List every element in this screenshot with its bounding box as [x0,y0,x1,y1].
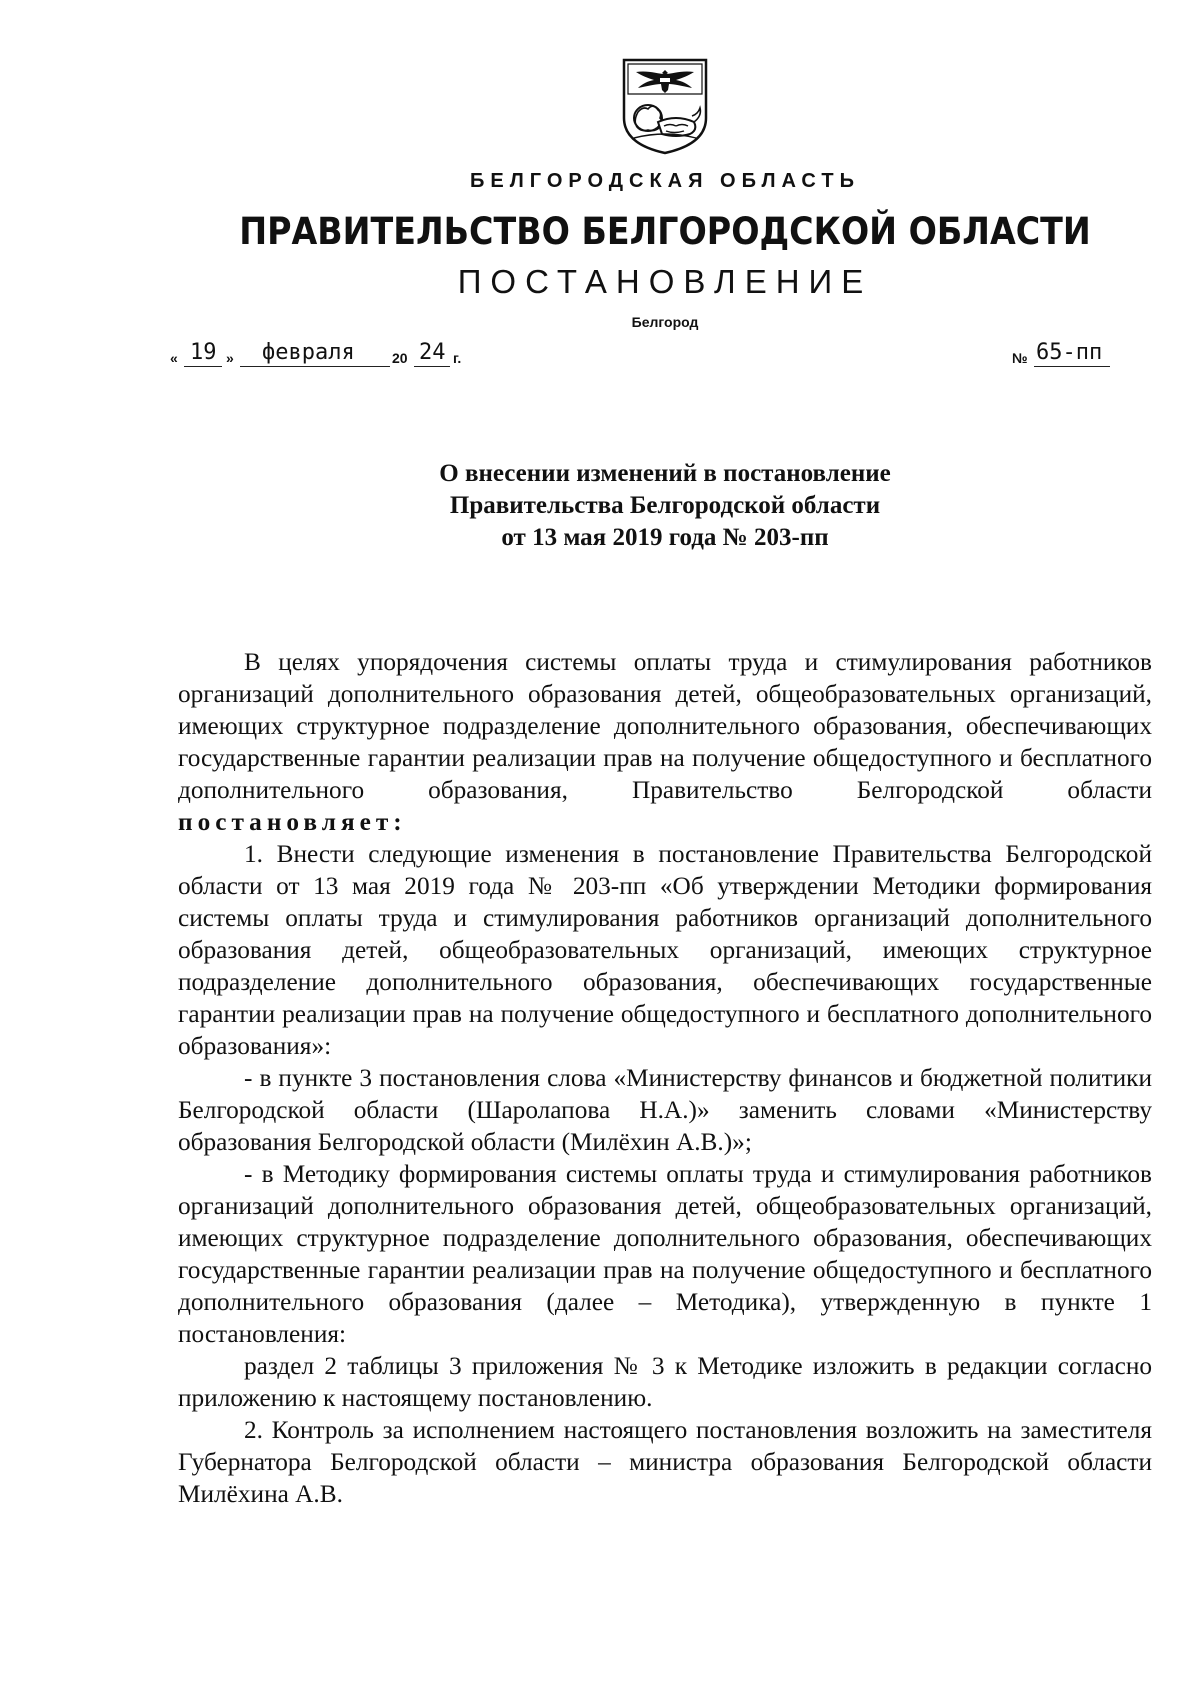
doc-number-prefix: № [1012,350,1028,366]
date-year: 24 [419,340,446,365]
document-type: ПОСТАНОВЛЕНИЕ [457,263,873,300]
paragraph-item-1-sub-2: - в Методику формирования системы оплаты труда и стимулирования работников организаций дополнительного образования детей, общеобразовательных организаций, имеющих структурное подразделение дополнительного образования, обеспечивающих государственные гарантии реализации прав на получение общедоступного и бесплатного дополнительного образования (далее – Методика), утвержденную в пункте 1 постановления: [178,1160,1152,1348]
region-name: БЕЛГОРОДСКАЯ ОБЛАСТЬ [470,170,860,192]
date-century: 20 [392,350,408,366]
city-name: Белгород [631,314,699,330]
document-body [178,646,1152,1510]
title-line-3: от 13 мая 2019 года № 203-пп [501,524,829,551]
paragraph-item-2: 2. Контроль за исполнением настоящего постановления возложить на заместителя Губернатора Белгородской области – министра образования Белгородской области Милёхина А.В. [178,1416,1152,1508]
paragraph-item-1-sub-3: раздел 2 таблицы 3 приложения № 3 к Методике изложить в редакции согласно приложению к настоящему постановлению. [178,1352,1152,1412]
preamble-text: В целях упорядочения системы оплаты труда и стимулирования работников организаций дополнительного образования детей, общеобразовательных организаций, имеющих структурное подразделение дополнительного образования, обеспечивающих государственные гарантии реализации прав на получение общедоступного и бесплатного дополнительного образования, Правительство Белгородской области [178,648,1152,804]
date-number-line [170,338,1120,368]
title-line-1: О внесении изменений в постановление [439,460,891,487]
belgorod-coat-of-arms-icon [618,56,712,156]
date-day: 19 [190,340,217,365]
document-title [0,458,1200,554]
preamble-resolves: постановляет: [178,808,407,836]
doc-number: 65-пп [1036,340,1103,365]
government-name: ПРАВИТЕЛЬСТВО БЕЛГОРОДСКОЙ ОБЛАСТИ [239,210,1091,253]
paragraph-item-1-sub-1: - в пункте 3 постановления слова «Министерству финансов и бюджетной политики Белгородской области (Шаролапова Н.А.)» заменить словами «Министерству образования Белгородской области (Милёхин А.В.)»; [178,1064,1152,1156]
date-year-suffix: г. [453,350,462,366]
date-month: февраля [262,340,355,365]
title-line-2: Правительства Белгородской области [449,492,881,519]
date-open-quote: « [170,350,178,366]
paragraph-preamble [178,646,1152,838]
paragraph-item-1: 1. Внести следующие изменения в постановление Правительства Белгородской области от 13 мая 2019 года № 203-пп «Об утверждении Методики формирования системы оплаты труда и стимулирования работников организаций дополнительного образования детей, общеобразовательных организаций, имеющих структурное подразделение дополнительного образования, обеспечивающих государственные гарантии реализации прав на получение общедоступного и бесплатного дополнительного образования»: [178,840,1152,1060]
date-close-quote: » [226,350,234,366]
